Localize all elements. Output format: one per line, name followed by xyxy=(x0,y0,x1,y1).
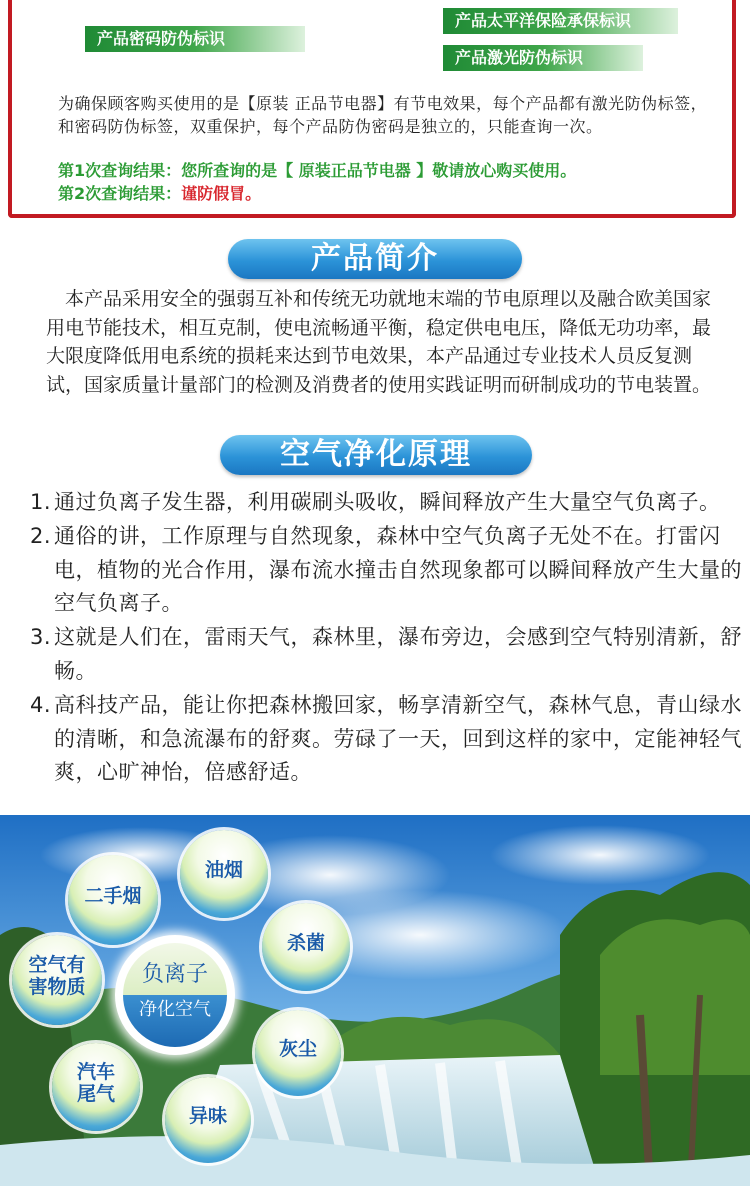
odor-bubble xyxy=(165,1077,251,1163)
query2-prefix: 第2次查询结果： xyxy=(58,184,182,203)
harmful-substance-bubble xyxy=(12,935,102,1025)
sterilize-bubble xyxy=(262,903,350,991)
bubble-label: 灰尘 xyxy=(278,1038,317,1060)
item-text: 这就是人们在，雷雨天气，森林里，瀑布旁边，会感到空气特别清新，舒畅。 xyxy=(54,625,742,683)
dust-bubble xyxy=(255,1010,341,1096)
negative-ion-center xyxy=(115,935,235,1055)
waterfall-scene-image xyxy=(0,815,750,1186)
intro-paragraph: 本产品采用安全的强弱互补和传统无功就地末端的节电原理以及融合欧美国家用电节能技术，相互克制，使电流畅通平衡，稳定供电电压，降低无功功率，最大限度降低用电系统的损耗来达到节电效果，本产品通过专业技术人员反复测试，国家质量计量部门的检测及消费者的使用实践证明而研制成功的节电装置。 xyxy=(46,288,712,396)
principle-title-banner: 空气净化原理 xyxy=(220,435,532,475)
anti-counterfeit-section xyxy=(0,0,750,228)
query-result-2 xyxy=(58,181,261,204)
intro-title-banner: 产品简介 xyxy=(228,239,522,279)
item-number: 3. xyxy=(30,625,52,650)
item-text: 通俗的讲，工作原理与自然现象，森林中空气负离子无处不在。打雷闪电，植物的光合作用，瀑布流水撞击自然现象都可以瞬间释放产生大量的空气负离子。 xyxy=(54,523,742,616)
principle-list xyxy=(30,486,742,790)
list-item xyxy=(30,621,742,689)
list-item xyxy=(30,520,742,621)
center-top-label: 负离子 xyxy=(141,962,208,987)
bubble-label: 杀菌 xyxy=(286,932,325,954)
center-top-half xyxy=(123,943,227,995)
bubble-label: 二手烟 xyxy=(84,885,142,907)
item-number: 4. xyxy=(30,692,52,717)
list-item xyxy=(30,689,742,790)
bubble-label: 油烟 xyxy=(204,859,243,881)
car-exhaust-bubble xyxy=(52,1043,140,1131)
password-tag-label: 产品密码防伪标识 xyxy=(85,26,305,52)
center-bottom-label: 净化空气 xyxy=(139,999,211,1020)
center-bottom-half xyxy=(123,995,227,1047)
laser-tag-label: 产品激光防伪标识 xyxy=(443,45,643,71)
item-number: 1. xyxy=(30,490,52,514)
insurance-tag-label: 产品太平洋保险承保标识 xyxy=(443,8,678,34)
item-text: 高科技产品，能让你把森林搬回家，畅享清新空气，森林气息，青山绿水的清晰，和急流瀑布的舒爽。劳碌了一天，回到这样的家中，定能神轻气爽，心旷神怡，倍感舒适。 xyxy=(54,692,742,785)
bubble-label: 空气有 害物质 xyxy=(28,954,86,998)
secondhand-smoke-bubble xyxy=(68,855,158,945)
query2-warning: 谨防假冒。 xyxy=(181,184,262,203)
item-text: 通过负离子发生器，利用碳刷头吸收，瞬间释放产生大量空气负离子。 xyxy=(54,490,721,514)
oil-smoke-bubble xyxy=(180,830,268,918)
bubble-label: 汽车 尾气 xyxy=(76,1061,115,1105)
anti-counterfeit-paragraph: 为确保顾客购买使用的是【原装 正品节电器】有节电效果，每个产品都有激光防伪标签，和密码防伪标签，双重保护，每个产品防伪密码是独立的，只能查询一次。 xyxy=(58,94,708,136)
query-result-1: 第1次查询结果：您所查询的是【 原装正品节电器 】敬请放心购买使用。 xyxy=(58,161,577,180)
item-number: 2. xyxy=(30,523,52,548)
bubble-label: 异味 xyxy=(188,1105,227,1127)
list-item xyxy=(30,486,742,520)
